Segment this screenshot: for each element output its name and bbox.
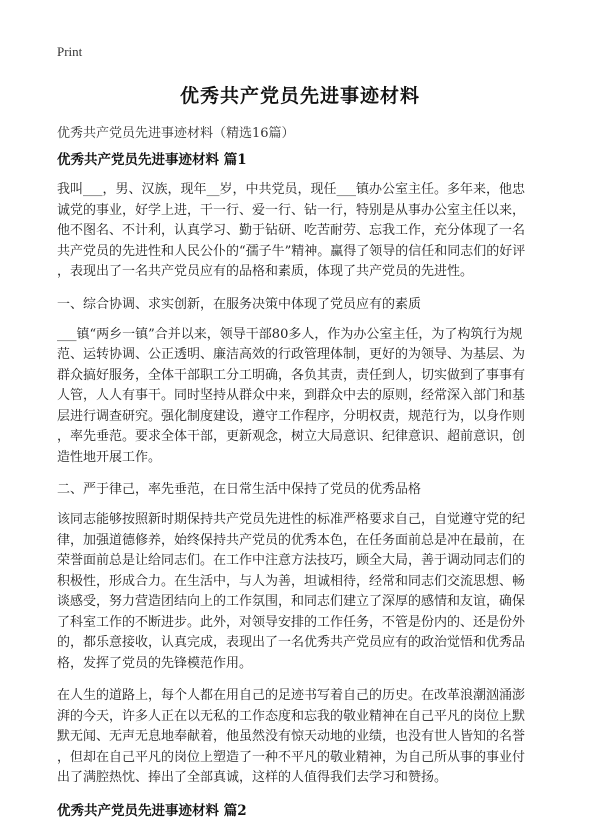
document-subtitle: 优秀共产党员先进事迹材料（精选16篇） [57,126,295,141]
print-label[interactable]: Print [57,44,83,59]
text-line: 造性地开展工作。 [57,449,162,465]
text-line: 的，都乐意接收，认真完成，表现出了一名优秀共产党员应有的政治觉悟和优秀品 [57,635,526,650]
article-2-heading: 优秀共产党员先进事迹材料 篇2 [57,802,247,819]
text-line: ，表现出了一名共产党员应有的品格和素质，体现了共产党员的先进性。 [57,264,474,279]
text-line: 默无闻、无声无息地奉献着，他虽然没有惊天动地的业绩，也没有世人皆知的名誉 [57,729,526,744]
text-line: 该同志能够按照新时期保持共产党员先进性的标准严格要求自己，自觉遵守党的纪 [57,512,526,527]
text-line: 律，加强道德修养，始终保持共产党员的优秀本色，在任务面前总是冲在最前，在 [57,532,526,548]
text-line: 出了满腔热忱、捧出了全部真诚，这样的人值得我们去学习和赞扬。 [57,770,448,785]
section-2-paragraph [57,510,547,674]
text-line: ___镇“两乡一镇”合并以来，领导干部80多人，作为办公室主任，为了构筑行为规 [57,326,523,342]
text-line: ，率先垂范。要求全体干部，更新观念，树立大局意识、纪律意识、超前意识，创 [57,429,526,444]
text-line: 谈感受，努力营造团结向上的工作氛围，和同志们建立了深厚的感情和友谊，确保 [57,594,526,609]
document-title: 优秀共产党员先进事迹材料 [179,85,420,107]
text-line: 群众搞好服务，全体干部职工分工明确，各负其责，责任到人，切实做到了事事有 [57,367,526,383]
document-body [57,150,547,831]
text-line: 荣誉面前总是让给同志们。在工作中注意方法技巧，顾全大局，善于调动同志们的 [57,553,526,568]
section-1-title: 一、综合协调、求实创新，在服务决策中体现了党员应有的素质 [57,296,422,312]
section-2-title: 二、严于律己，率先垂范，在日常生活中保持了党员的优秀品格 [57,482,422,497]
text-line: ，但却在自己平凡的岗位上塑造了一种不平凡的敬业精神，为自己所从事的事业付 [57,749,526,765]
text-line: 范、运转协调、公正透明、廉洁高效的行政管理体制，更好的为领导、为基层、为 [57,347,526,362]
text-line: 他不图名、不计利，认真学习、勤于钻研、吃苦耐劳、忘我工作，充分体现了一名 [57,223,526,238]
text-line: 了科室工作的不断进步。此外，对领导安排的工作任务，不管是份内的、还是份外 [57,614,526,630]
text-line: 诚党的事业，好学上进，干一行、爱一行、钻一行，特别是从事办公室主任以来， [57,202,526,218]
closing-paragraph [57,686,547,789]
article-1-heading: 优秀共产党员先进事迹材料 篇1 [57,152,247,168]
text-line: 人管，人人有事干。同时坚持从群众中来，到群众中去的原则，经常深入部门和基 [57,388,526,403]
text-line: 格，发挥了党员的先锋模范作用。 [57,655,253,671]
section-1-paragraph [57,325,547,469]
text-line: 我叫___，男、汉族，现年__岁，中共党员，现任___镇办公室主任。多年来，他忠 [57,182,526,197]
text-line: 共产党员的先进性和人民公仆的“孺子牛”精神。赢得了领导的信任和同志们的好评 [57,243,526,259]
text-line: 在人生的道路上，每个人都在用自己的足迹书写着自己的历史。在改革浪潮汹涌澎 [57,688,526,703]
intro-paragraph [57,180,547,283]
text-line: 积极性，形成合力。在生活中，与人为善，坦诚相待，经常和同志们交流思想、畅 [57,573,526,589]
text-line: 层进行调查研究。强化制度建设，遵守工作程序，分明权责，规范行为，以身作则 [57,408,526,424]
text-line: 湃的今天，许多人正在以无私的工作态度和忘我的敬业精神在自己平凡的岗位上默 [57,708,526,724]
